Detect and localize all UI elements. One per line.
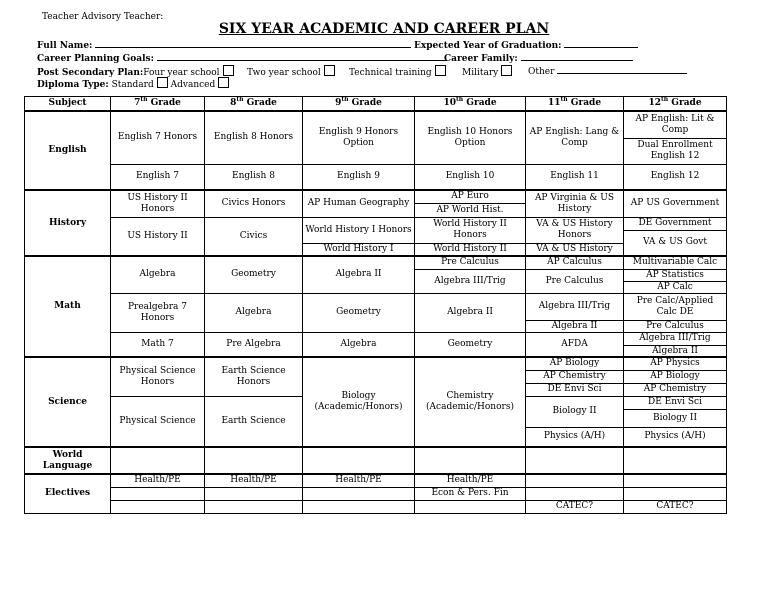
grad-year-row (414, 39, 638, 51)
history-g9-ap: AP Human Geography (303, 190, 415, 217)
electives-g9-empty3[interactable] (303, 500, 415, 513)
history-g12-ap: AP US Government (624, 190, 727, 217)
history-g11-honors: VA & US History Honors (526, 217, 624, 243)
wl-g9[interactable] (303, 447, 415, 474)
science-g8-honors: Earth Science Honors (205, 357, 303, 396)
science-g7-honors: Physical Science Honors (111, 357, 205, 396)
history-g7: US History II (111, 217, 205, 256)
subject-science: Science (25, 357, 111, 447)
history-g11-ap: AP Virginia & US History (526, 190, 624, 217)
ps-two-year-label: Two year school (247, 68, 321, 78)
ps-other (528, 65, 687, 77)
english-g10: English 10 (415, 164, 526, 190)
electives-g12-empty2[interactable] (624, 487, 727, 500)
science-g11-physics: Physics (A/H) (526, 427, 624, 447)
english-g12-ap: AP English: Lit & Comp (624, 111, 727, 138)
header-grade-8: 8th Grade (205, 97, 303, 112)
career-family-label: Career Family: (444, 54, 518, 64)
history-g10-ap-euro: AP Euro (415, 190, 526, 203)
header-subject: Subject (25, 97, 111, 112)
math-g9-algebra2: Algebra II (303, 256, 415, 293)
electives-g8-empty2[interactable] (205, 487, 303, 500)
ps-two-year-checkbox[interactable] (324, 65, 335, 76)
math-g9-algebra: Algebra (303, 332, 415, 357)
english-g12: English 12 (624, 164, 727, 190)
english-g11: English 11 (526, 164, 624, 190)
science-g11-ap-chem: AP Chemistry (526, 370, 624, 383)
diploma-advanced-checkbox[interactable] (218, 77, 229, 88)
wl-g12[interactable] (624, 447, 727, 474)
electives-g9-health: Health/PE (303, 474, 415, 487)
math-g8-algebra: Algebra (205, 293, 303, 332)
electives-g10-empty3[interactable] (415, 500, 526, 513)
math-g8-prealgebra: Pre Algebra (205, 332, 303, 357)
math-g11-ap-calc: AP Calculus (526, 256, 624, 269)
full-name-label: Full Name: (37, 41, 93, 51)
electives-g11-empty[interactable] (526, 474, 624, 487)
math-g7-prealgebra-honors: Prealgebra 7 Honors (111, 293, 205, 332)
header-grade-12: 12th Grade (624, 97, 727, 112)
math-g10-algebra2: Algebra II (415, 293, 526, 332)
science-g12-ap-physics: AP Physics (624, 357, 727, 370)
grad-year-label: Expected Year of Graduation: (414, 41, 562, 51)
math-g12-algebra2: Algebra II (624, 345, 727, 357)
science-g11-ap-bio: AP Biology (526, 357, 624, 370)
header-grade-11: 11th Grade (526, 97, 624, 112)
header-grade-7: 7th Grade (111, 97, 205, 112)
english-g10-honors: English 10 Honors Option (415, 111, 526, 164)
electives-g7-health: Health/PE (111, 474, 205, 487)
english-g12-de: Dual Enrollment English 12 (624, 138, 727, 164)
electives-g7-empty3[interactable] (111, 500, 205, 513)
math-g12-precalc-applied: Pre Calc/Applied Calc DE (624, 293, 727, 320)
history-g11: VA & US History (526, 243, 624, 256)
history-g8: Civics (205, 217, 303, 256)
math-g12-multivariable: Multivariable Calc (624, 256, 727, 269)
history-g8-honors: Civics Honors (205, 190, 303, 217)
math-g7: Math 7 (111, 332, 205, 357)
plan-table (24, 96, 727, 514)
subject-math: Math (25, 256, 111, 357)
ps-other-field[interactable] (557, 65, 687, 74)
ps-military (462, 65, 512, 78)
history-g9: World History I (303, 243, 415, 256)
page-title: SIX YEAR ACADEMIC AND CAREER PLAN (218, 21, 550, 37)
science-g12-physics: Physics (A/H) (624, 427, 727, 447)
science-g8: Earth Science (205, 396, 303, 447)
full-name-field[interactable] (95, 39, 411, 48)
header-grade-10: 10th Grade (415, 97, 526, 112)
ps-two-year (247, 65, 335, 78)
math-g12-ap-calc: AP Calc (624, 281, 727, 293)
electives-g12-empty[interactable] (624, 474, 727, 487)
math-g10-alg3: Algebra III/Trig (415, 269, 526, 293)
electives-g12-catec: CATEC? (624, 500, 727, 513)
science-g7: Physical Science (111, 396, 205, 447)
electives-g7-empty2[interactable] (111, 487, 205, 500)
ps-technical-label: Technical training (349, 68, 432, 78)
electives-g8-health: Health/PE (205, 474, 303, 487)
ps-four-year-checkbox[interactable] (223, 65, 234, 76)
math-g8-geometry: Geometry (205, 256, 303, 293)
electives-g8-empty3[interactable] (205, 500, 303, 513)
science-g9-biology: Biology (Academic/Honors) (303, 357, 415, 447)
science-g12-bio2: Biology II (624, 409, 727, 427)
math-g12-precalc: Pre Calculus (624, 320, 727, 332)
history-g7-honors: US History II Honors (111, 190, 205, 217)
diploma-standard-label: Standard (111, 80, 154, 90)
science-g10-chemistry: Chemistry (Academic/Honors) (415, 357, 526, 447)
math-g12-ap-stats: AP Statistics (624, 269, 727, 281)
diploma-label: Diploma Type: (37, 80, 109, 90)
career-family-field[interactable] (521, 52, 633, 61)
grad-year-field[interactable] (564, 39, 638, 48)
career-goals-label: Career Planning Goals: (37, 54, 154, 64)
wl-g7[interactable] (111, 447, 205, 474)
history-g9-honors: World History I Honors (303, 217, 415, 243)
electives-g11-catec: CATEC? (526, 500, 624, 513)
advisory-label: Teacher Advisory Teacher: (42, 12, 164, 22)
science-g12-de-envi: DE Envi Sci (624, 396, 727, 409)
english-g9-honors: English 9 Honors Option (303, 111, 415, 164)
math-g11-afda: AFDA (526, 332, 624, 357)
ps-military-label: Military (462, 68, 499, 78)
full-name-row (37, 39, 411, 51)
math-g12-alg3: Algebra III/Trig (624, 332, 727, 345)
diploma-advanced-label: Advanced (170, 80, 216, 90)
math-g11-algebra2: Algebra II (526, 320, 624, 332)
wl-g8[interactable] (205, 447, 303, 474)
math-g11-alg3: Algebra III/Trig (526, 293, 624, 320)
subject-world-language: World Language (25, 447, 111, 474)
english-g9: English 9 (303, 164, 415, 190)
history-g12-de: DE Government (624, 217, 727, 230)
diploma-row (37, 77, 229, 90)
english-g8: English 8 (205, 164, 303, 190)
math-g11-precalc: Pre Calculus (526, 269, 624, 293)
wl-g10[interactable] (415, 447, 526, 474)
science-g11-de-envi: DE Envi Sci (526, 383, 624, 396)
math-g9-geometry: Geometry (303, 293, 415, 332)
math-g7-algebra: Algebra (111, 256, 205, 293)
ps-military-checkbox[interactable] (501, 65, 512, 76)
math-g10-precalc: Pre Calculus (415, 256, 526, 269)
english-g7: English 7 (111, 164, 205, 190)
post-secondary-label: Post Secondary Plan: (37, 68, 144, 78)
electives-g10-health: Health/PE (415, 474, 526, 487)
wl-g11[interactable] (526, 447, 624, 474)
subject-english: English (25, 111, 111, 190)
math-g10-geometry: Geometry (415, 332, 526, 357)
subject-electives: Electives (25, 474, 111, 513)
header-grade-9: 9th Grade (303, 97, 415, 112)
history-g10: World History II (415, 243, 526, 256)
ps-technical (349, 65, 446, 78)
english-g8-honors: English 8 Honors (205, 111, 303, 164)
history-g10-ap-world: AP World Hist. (415, 203, 526, 217)
science-g11-bio2: Biology II (526, 396, 624, 427)
electives-g11-empty2[interactable] (526, 487, 624, 500)
ps-other-label: Other (528, 67, 555, 77)
career-family-row (444, 52, 633, 64)
history-g10-honors: World History II Honors (415, 217, 526, 243)
career-goals-row (37, 52, 447, 64)
science-g12-ap-bio: AP Biology (624, 370, 727, 383)
ps-four-year-label: Four year school (143, 68, 220, 78)
english-g11-ap: AP English: Lang & Comp (526, 111, 624, 164)
electives-g10-econ: Econ & Pers. Fin (415, 487, 526, 500)
ps-technical-checkbox[interactable] (435, 65, 446, 76)
english-g7-honors: English 7 Honors (111, 111, 205, 164)
history-g12-govt: VA & US Govt (624, 230, 727, 256)
diploma-standard-checkbox[interactable] (157, 77, 168, 88)
science-g12-ap-chem: AP Chemistry (624, 383, 727, 396)
subject-history: History (25, 190, 111, 256)
electives-g9-empty2[interactable] (303, 487, 415, 500)
career-goals-field[interactable] (157, 52, 447, 61)
